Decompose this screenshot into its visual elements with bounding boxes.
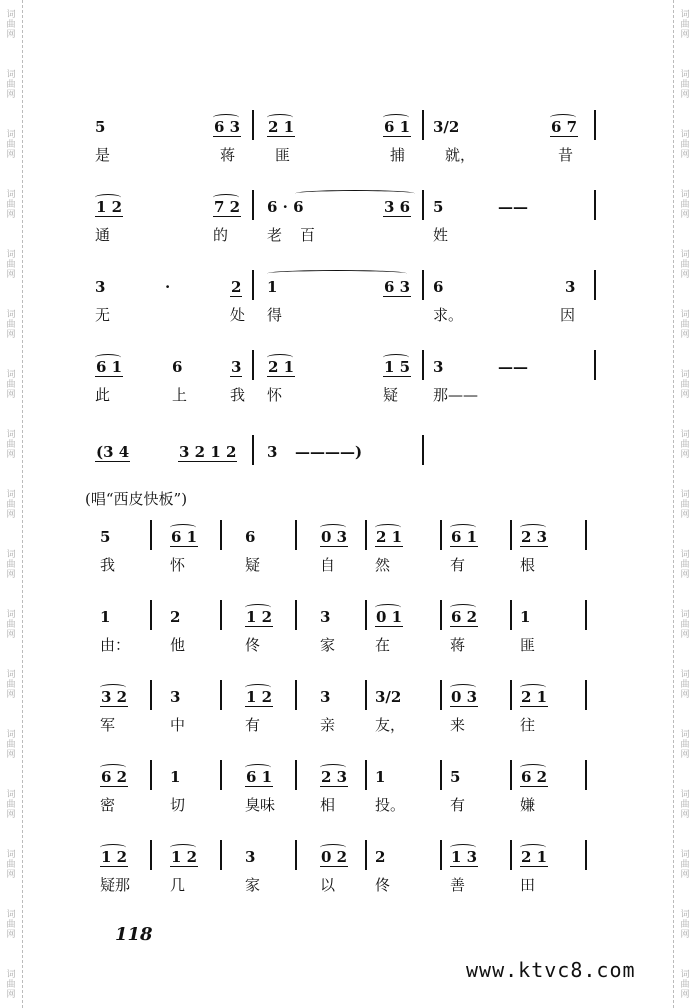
note: 6 2 [451,608,478,626]
margin-watermark: 词 曲 网 [680,610,690,640]
note: 3 [267,443,278,461]
bar-line [295,680,297,710]
section-label: (唱“西皮快板”) [85,490,188,508]
notation-row [80,520,610,554]
bar-line [220,600,222,630]
margin-watermark: 词 曲 网 [680,70,690,100]
margin-watermark: 词 曲 网 [680,190,690,220]
lyric: 因 [560,306,576,324]
lyric: 田 [520,876,536,894]
lyric: 佟 [245,636,261,654]
note: 0 3 [321,528,348,546]
lyric: 根 [520,556,536,574]
bar-line [585,600,587,630]
lyric: 切 [170,796,186,814]
note: ————) [295,443,363,461]
notation-row [80,270,610,304]
margin-watermark: 词 曲 网 [680,550,690,580]
lyric: 疑那 [100,876,131,894]
lyric: 嫌 [520,796,536,814]
note: 6 [245,528,256,546]
lyric: 怀 [170,556,186,574]
note: 1 [170,768,181,786]
lyric: 姓 [433,226,449,244]
bar-line [440,760,442,790]
lyric: 得 [267,306,283,324]
lyric: 求。 [433,306,464,324]
lyric: 密 [100,796,116,814]
margin-watermark: 词 曲 网 [6,70,16,100]
note: 2 [231,278,242,296]
lyric: 几 [170,876,186,894]
note: 6 1 [171,528,198,546]
margin-watermark: 词 曲 网 [680,250,690,280]
notation-row [80,350,610,384]
note: 1 2 [171,848,198,866]
bar-line [440,840,442,870]
bar-line [220,680,222,710]
note: 5 [450,768,461,786]
margin-watermark: 词 曲 网 [6,910,16,940]
lyric: 善 [450,876,466,894]
margin-watermark: 词 曲 网 [6,970,16,1000]
note: 5 [433,198,444,216]
lyrics-row [80,554,610,580]
lyric: 疑 [245,556,261,574]
margin-watermark: 词 曲 网 [680,130,690,160]
note: 3 [245,848,256,866]
note: 3 [170,688,181,706]
lyric: 往 [520,716,536,734]
note: 6 · 6 [267,198,304,216]
lyric: 由： [100,636,131,654]
lyrics-row [80,304,610,330]
note: 2 3 [321,768,348,786]
bar-line [365,600,367,630]
bar-line [585,520,587,550]
bar-line [440,680,442,710]
bar-line [220,520,222,550]
note: 2 [170,608,181,626]
note: —— [498,198,528,216]
note: 1 [520,608,531,626]
bar-line [295,520,297,550]
lyric: 此 [95,386,111,404]
score-system [80,190,610,260]
lyric: 是 [95,146,111,164]
note: 2 1 [268,118,295,136]
score-system [80,760,610,830]
lyric: 自 [320,556,336,574]
note: 3 [231,358,242,376]
lyric: 相 [320,796,336,814]
note: 6 [172,358,183,376]
margin-watermark: 词 曲 网 [6,490,16,520]
bar-line [510,840,512,870]
lyric: 友， [375,716,406,734]
notation-row [80,760,610,794]
note: 3 2 [101,688,128,706]
margin-watermark: 词 曲 网 [680,970,690,1000]
score-system [80,680,610,750]
note: 6 1 [384,118,411,136]
note: 3 [433,358,444,376]
margin-watermark: 词 曲 网 [6,190,16,220]
bar-line [220,760,222,790]
note: 1 3 [451,848,478,866]
lyric: 家 [245,876,261,894]
page-number: 118 [115,924,153,945]
note: 2 1 [521,688,548,706]
margin-watermark: 词 曲 网 [680,310,690,340]
lyrics-row [80,144,610,170]
lyric: 家 [320,636,336,654]
bar-line [295,840,297,870]
lyric: 昔 [558,146,574,164]
bar-line [440,520,442,550]
score-system [80,600,610,670]
bar-line [365,760,367,790]
margin-watermark: 词 曲 网 [680,10,690,40]
margin-watermark: 词 曲 网 [6,550,16,580]
site-watermark: www.ktvc8.com [466,958,636,982]
bar-line [585,760,587,790]
lyric: 佟 [375,876,391,894]
margin-watermark: 词 曲 网 [6,730,16,760]
note: 1 [375,768,386,786]
note: 0 2 [321,848,348,866]
note: 1 2 [96,198,123,216]
lyric: 我 [230,386,246,404]
lyric: 投。 [375,796,406,814]
bar-line [295,760,297,790]
margin-watermark: 词 曲 网 [6,10,16,40]
note: 3 [95,278,106,296]
lyric: 有 [245,716,261,734]
lyrics-row [80,384,610,410]
margin-watermark: 词 曲 网 [6,250,16,280]
note: 6 3 [214,118,241,136]
lyric: 以 [320,876,336,894]
notation-row [80,600,610,634]
note: 3 [320,688,331,706]
lyric: 然 [375,556,391,574]
margin-watermark: 词 曲 网 [680,430,690,460]
note: 2 1 [521,848,548,866]
note: · [165,278,171,296]
note: 1 [267,278,278,296]
score-system [80,520,610,590]
lyric: 百 [300,226,316,244]
note: 1 [100,608,111,626]
score-system [80,840,610,910]
lyrics-row [80,714,610,740]
lyric: 蒋 [220,146,236,164]
lyric: 匪 [275,146,291,164]
note: 2 3 [521,528,548,546]
margin-watermark: 词 曲 网 [6,610,16,640]
note: 1 2 [246,688,273,706]
notation-row [80,840,610,874]
note: —— [498,358,528,376]
bar-line [150,840,152,870]
note: 3/2 [375,688,402,706]
bar-line [150,760,152,790]
lyric: 那—— [433,386,479,404]
lyric: 亲 [320,716,336,734]
lyric: 处 [230,306,246,324]
margin-watermark: 词 曲 网 [680,370,690,400]
bar-line [150,600,152,630]
lyric: 上 [172,386,188,404]
note: 3 6 [384,198,411,216]
note: 6 2 [521,768,548,786]
note: 5 [95,118,106,136]
notation-row [80,435,610,469]
bar-line [510,600,512,630]
note: 3/2 [433,118,460,136]
bar-line [440,600,442,630]
lyric: 有 [450,796,466,814]
lyric: 蒋 [450,636,466,654]
margin-watermark: 词 曲 网 [680,490,690,520]
bar-line [510,520,512,550]
lyric: 军 [100,716,116,734]
note: (3 4 [96,443,130,461]
lyric: 来 [450,716,466,734]
bar-line [295,600,297,630]
lyric: 在 [375,636,391,654]
bar-line [365,840,367,870]
notation-row [80,190,610,224]
lyrics-row [80,794,610,820]
bar-line [150,680,152,710]
lyric: 就， [445,146,476,164]
lyric: 我 [100,556,116,574]
note: 7 2 [214,198,241,216]
bar-line [585,840,587,870]
lyric: 疑 [383,386,399,404]
bar-line [510,760,512,790]
note: 6 3 [384,278,411,296]
margin-watermark: 词 曲 网 [6,790,16,820]
bar-line [365,680,367,710]
margin-watermark: 词 曲 网 [6,310,16,340]
margin-watermark: 词 曲 网 [680,670,690,700]
score-system [80,110,610,180]
margin-watermark: 词 曲 网 [6,370,16,400]
lyrics-row [80,874,610,900]
note: 3 [565,278,576,296]
margin-watermark: 词 曲 网 [680,910,690,940]
margin-watermark: 词 曲 网 [680,790,690,820]
note: 6 1 [246,768,273,786]
note: 6 [433,278,444,296]
lyric: 的 [213,226,229,244]
bar-line [510,680,512,710]
bar-line [365,520,367,550]
lyric: 中 [170,716,186,734]
lyric: 捕 [390,146,406,164]
lyrics-row [80,634,610,660]
note: 2 1 [376,528,403,546]
note: 5 [100,528,111,546]
margin-watermark: 词 曲 网 [6,850,16,880]
margin-watermark: 词 曲 网 [680,730,690,760]
note: 6 1 [451,528,478,546]
notation-row [80,680,610,714]
note: 3 [320,608,331,626]
score-system [80,350,610,420]
note: 1 5 [384,358,411,376]
lyric: 匪 [520,636,536,654]
lyric: 无 [95,306,111,324]
margin-watermark: 词 曲 网 [6,130,16,160]
note: 0 1 [376,608,403,626]
note: 6 1 [96,358,123,376]
bar-line [220,840,222,870]
note: 2 1 [268,358,295,376]
lyric: 老 [267,226,283,244]
note: 2 [375,848,386,866]
margin-watermark: 词 曲 网 [6,430,16,460]
lyric: 通 [95,226,111,244]
lyric: 怀 [267,386,283,404]
margin-watermark: 词 曲 网 [6,670,16,700]
note: 6 2 [101,768,128,786]
note: 0 3 [451,688,478,706]
note: 1 2 [101,848,128,866]
margin-watermark: 词 曲 网 [680,850,690,880]
lyric: 有 [450,556,466,574]
lyrics-row [80,224,610,250]
lyric: 臭味 [245,796,276,814]
note: 3 2 1 2 [179,443,237,461]
lyric: 他 [170,636,186,654]
bar-line [585,680,587,710]
notation-row [80,110,610,144]
note: 6 7 [551,118,578,136]
note: 1 2 [246,608,273,626]
bar-line [150,520,152,550]
score-system [80,270,610,340]
